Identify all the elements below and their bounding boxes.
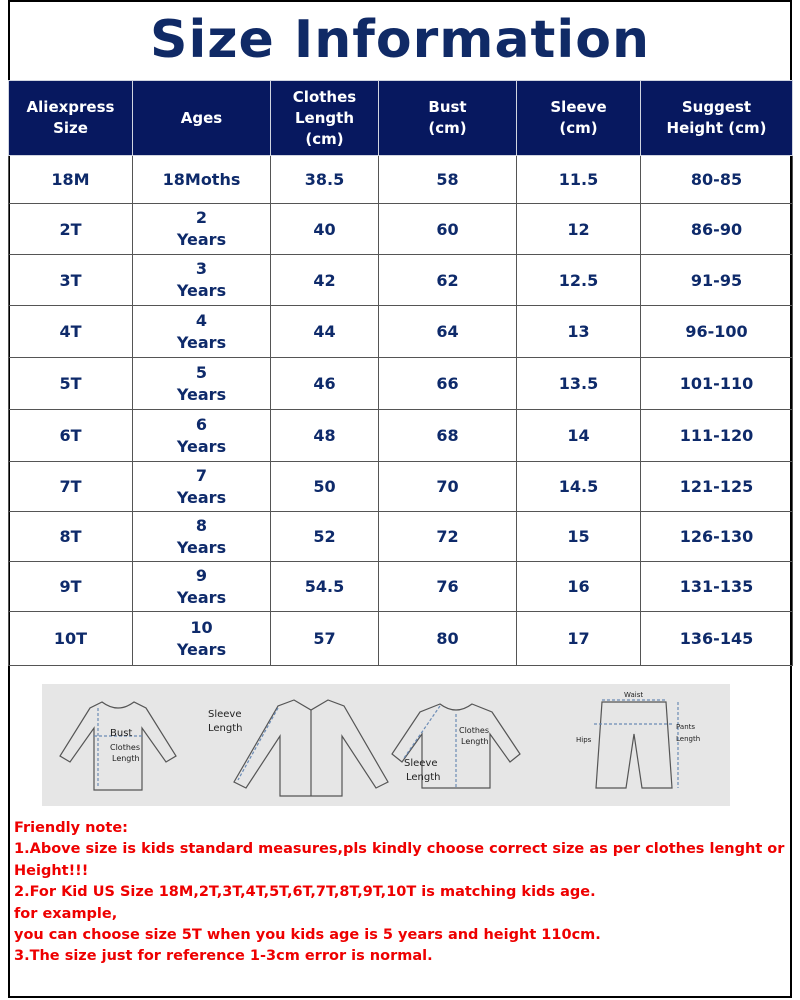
- header-bust: Bust (cm): [379, 81, 517, 156]
- label-sleeve: Sleeve: [208, 709, 242, 720]
- label-sleeve-2: Sleeve: [404, 758, 438, 769]
- cell-ages: 4 Years: [133, 306, 271, 358]
- cell-size: 3T: [9, 255, 133, 306]
- size-table: [8, 80, 793, 666]
- cell-bust: 60: [379, 204, 517, 255]
- cell-ages: 7 Years: [133, 462, 271, 512]
- note-line: 2.For Kid US Size 18M,2T,3T,4T,5T,6T,7T,8T,9T,10T is matching kids age.: [14, 884, 596, 901]
- header-size: Aliexpress Size: [9, 81, 133, 156]
- cell-height: 101-110: [641, 358, 793, 410]
- long-sleeve-shirt-icon: [234, 700, 388, 796]
- table-row: [9, 462, 793, 512]
- cell-length: 40: [271, 204, 379, 255]
- cell-bust: 80: [379, 612, 517, 666]
- cell-height: 86-90: [641, 204, 793, 255]
- header-ages: Ages: [133, 81, 271, 156]
- header-height: Suggest Height (cm): [641, 81, 793, 156]
- cell-size: 6T: [9, 410, 133, 462]
- cell-bust: 72: [379, 512, 517, 562]
- cell-ages: 6 Years: [133, 410, 271, 462]
- cell-sleeve: 15: [517, 512, 641, 562]
- cell-size: 9T: [9, 562, 133, 612]
- cell-length: 57: [271, 612, 379, 666]
- cell-length: 38.5: [271, 156, 379, 204]
- measurement-illustrations: [42, 684, 730, 806]
- label-clothes: Clothes: [110, 743, 140, 752]
- cell-bust: 66: [379, 358, 517, 410]
- cell-ages: 18Moths: [133, 156, 271, 204]
- cell-sleeve: 13: [517, 306, 641, 358]
- header-sleeve: Sleeve (cm): [517, 81, 641, 156]
- cell-ages: 5 Years: [133, 358, 271, 410]
- cell-length: 42: [271, 255, 379, 306]
- cell-length: 54.5: [271, 562, 379, 612]
- cell-sleeve: 16: [517, 562, 641, 612]
- cell-size: 8T: [9, 512, 133, 562]
- cell-ages: 9 Years: [133, 562, 271, 612]
- cell-height: 80-85: [641, 156, 793, 204]
- table-row: [9, 156, 793, 204]
- cell-sleeve: 12: [517, 204, 641, 255]
- cell-sleeve: 13.5: [517, 358, 641, 410]
- cell-bust: 64: [379, 306, 517, 358]
- label-bust: Bust: [110, 728, 133, 739]
- cell-length: 44: [271, 306, 379, 358]
- cell-bust: 68: [379, 410, 517, 462]
- cell-ages: 8 Years: [133, 512, 271, 562]
- table-row: [9, 358, 793, 410]
- cell-sleeve: 17: [517, 612, 641, 666]
- note-line: for example,: [14, 905, 118, 922]
- cell-length: 50: [271, 462, 379, 512]
- note-heading: Friendly note:: [14, 820, 128, 836]
- cell-bust: 70: [379, 462, 517, 512]
- note-line: 3.The size just for reference 1-3cm error is normal.: [14, 948, 433, 965]
- cell-sleeve: 14.5: [517, 462, 641, 512]
- table-row: [9, 562, 793, 612]
- label-pants: Pants: [676, 723, 696, 731]
- header-length: Clothes Length (cm): [271, 81, 379, 156]
- label-length: Length: [112, 754, 140, 763]
- label-sleeve-length-2: Length: [406, 772, 441, 783]
- cell-bust: 58: [379, 156, 517, 204]
- label-hips: Hips: [576, 736, 592, 744]
- cell-height: 121-125: [641, 462, 793, 512]
- cell-bust: 62: [379, 255, 517, 306]
- cell-height: 126-130: [641, 512, 793, 562]
- cell-height: 131-135: [641, 562, 793, 612]
- cell-size: 4T: [9, 306, 133, 358]
- cell-ages: 2 Years: [133, 204, 271, 255]
- cell-length: 46: [271, 358, 379, 410]
- label-sleeve-length: Length: [208, 723, 243, 734]
- note-line: you can choose size 5T when you kids age is 5 years and height 110cm.: [14, 927, 601, 944]
- cell-size: 18M: [9, 156, 133, 204]
- label-waist: Waist: [624, 691, 644, 699]
- table-row: [9, 255, 793, 306]
- cell-sleeve: 12.5: [517, 255, 641, 306]
- table-row: [9, 204, 793, 255]
- cell-height: 111-120: [641, 410, 793, 462]
- cell-ages: 3 Years: [133, 255, 271, 306]
- table-header-row: [9, 81, 793, 156]
- cell-sleeve: 11.5: [517, 156, 641, 204]
- table-row: [9, 512, 793, 562]
- cell-size: 10T: [9, 612, 133, 666]
- cell-bust: 76: [379, 562, 517, 612]
- note-line: 1.Above size is kids standard measures,pls kindly choose correct size as per clothes lenght or Height!!!: [14, 841, 785, 879]
- cell-size: 2T: [9, 204, 133, 255]
- measurement-illustration-svg: [42, 684, 730, 806]
- table-row: [9, 306, 793, 358]
- cell-size: 7T: [9, 462, 133, 512]
- label-length-2: Length: [461, 737, 489, 746]
- cell-height: 91-95: [641, 255, 793, 306]
- friendly-note: [14, 818, 790, 968]
- table-row: [9, 410, 793, 462]
- cell-ages: 10 Years: [133, 612, 271, 666]
- cell-sleeve: 14: [517, 410, 641, 462]
- cell-height: 136-145: [641, 612, 793, 666]
- shorts-icon: [596, 702, 672, 788]
- cell-size: 5T: [9, 358, 133, 410]
- cell-length: 52: [271, 512, 379, 562]
- cell-length: 48: [271, 410, 379, 462]
- page-title: Size Information: [150, 10, 650, 70]
- cell-height: 96-100: [641, 306, 793, 358]
- label-pants-length: Length: [676, 735, 701, 743]
- label-clothes-2: Clothes: [459, 726, 489, 735]
- table-row: [9, 612, 793, 666]
